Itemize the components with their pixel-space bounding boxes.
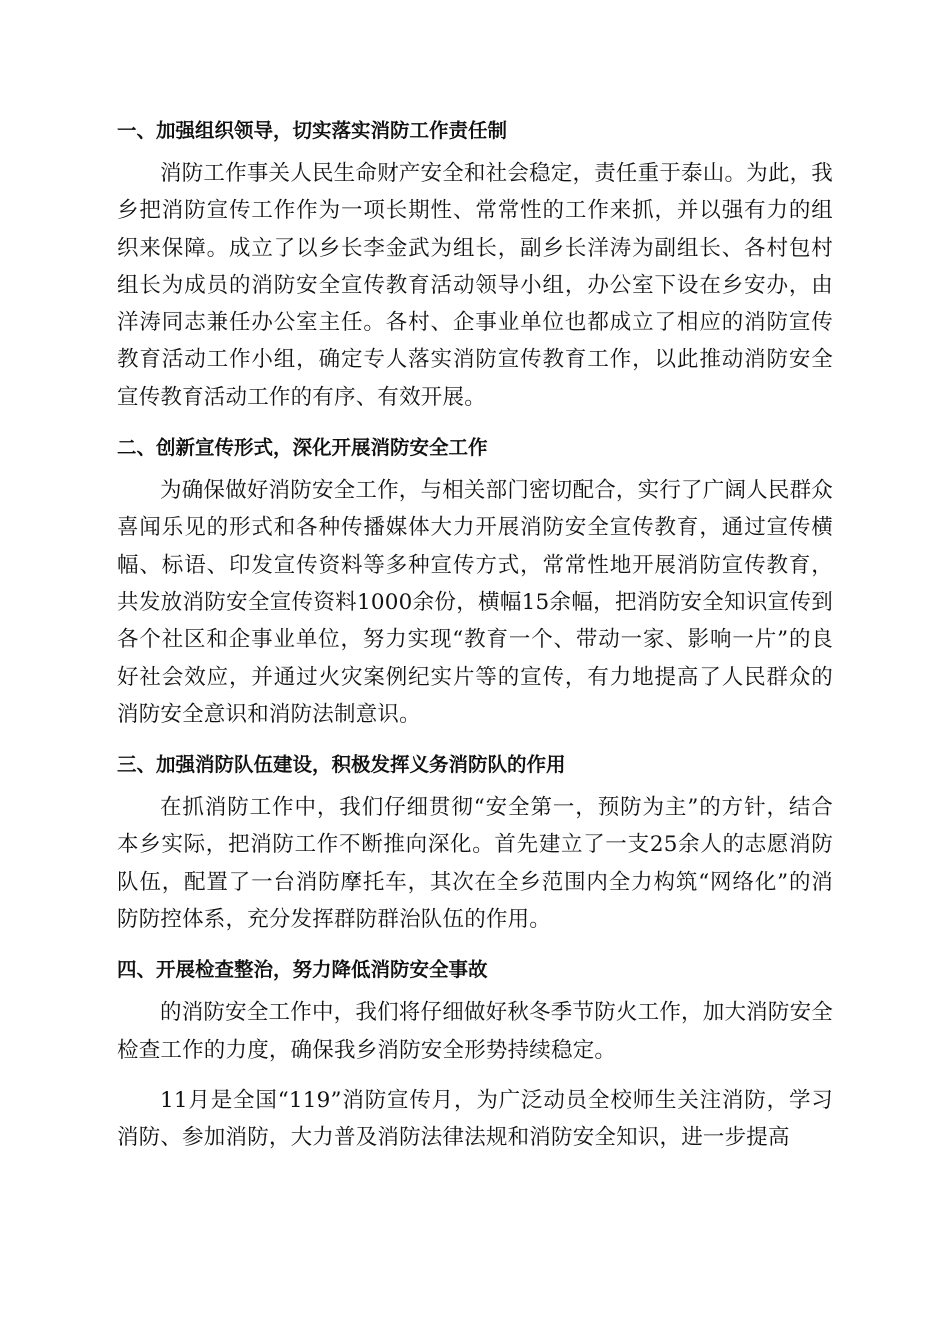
section-1-paragraph: 消防工作事关人民生命财产安全和社会稳定，责任重于泰山。为此，我乡把消防宣传工作作为一项长期性、常常性的工作来抓，并以强有力的组织来保障。成立了以乡长李金武为组长，副乡长洋涛为副组长、各村包村组长为成员的消防安全宣传教育活动领导小组，办公室下设在乡安办，由洋涛同志兼任办公室主任。各村、企事业单位也都成立了相应的消防宣传教育活动工作小组，确定专人落实消防宣传教育工作，以此推动消防安全宣传教育活动工作的有序、有效开展。 <box>117 161 833 410</box>
section-3-paragraph: 在抓消防工作中，我们仔细贯彻“安全第一，预防为主”的方针，结合本乡实际，把消防工作不断推向深化。首先建立了一支25余人的志愿消防队伍，配置了一台消防摩托车，其次在全乡范围内全力构筑“网络化”的消防防控体系，充分发挥群防群治队伍的作用。 <box>117 795 833 933</box>
section-4-paragraph-1: 的消防安全工作中，我们将仔细做好秋冬季节防火工作，加大消防安全检查工作的力度，确保我乡消防安全形势持续稳定。 <box>117 1000 833 1063</box>
section-4-paragraph-2: 11月是全国“119”消防宣传月，为广泛动员全校师生关注消防，学习消防、参加消防，大力普及消防法律法规和消防安全知识，进一步提高 <box>117 1087 833 1151</box>
section-heading-4: 四、开展检查整治，努力降低消防安全事故 <box>117 958 488 982</box>
document-page <box>117 112 833 1157</box>
section-heading-1: 一、加强组织领导，切实落实消防工作责任制 <box>117 119 508 142</box>
section-heading-3: 三、加强消防队伍建设，积极发挥义务消防队的作用 <box>117 753 566 777</box>
section-2-paragraph: 为确保做好消防安全工作，与相关部门密切配合，实行了广阔人民群众喜闻乐见的形式和各种传播媒体大力开展消防安全宣传教育，通过宣传横幅、标语、印发宣传资料等多种宣传方式，常常性地开展消防宣传教育，共发放消防安全宣传资料1000余份，横幅15余幅，把消防安全知识宣传到各个社区和企事业单位，努力实现“教育一个、带动一家、影响一片”的良好社会效应，并通过火灾案例纪实片等的宣传，有力地提高了人民群众的消防安全意识和消防法制意识。 <box>117 478 833 727</box>
section-heading-2: 二、创新宣传形式，深化开展消防安全工作 <box>117 436 488 460</box>
